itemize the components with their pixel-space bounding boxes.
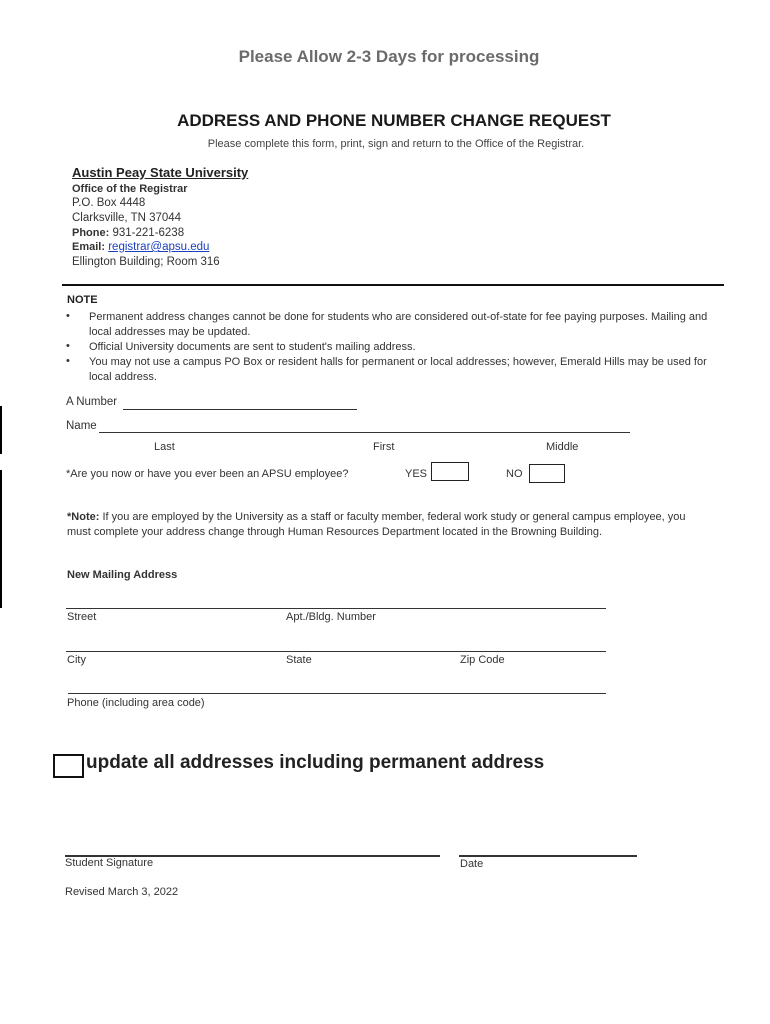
phone-number: 931-221-6238 [112,227,185,239]
university-name: Austin Peay State University [72,165,249,180]
employee-question: *Are you now or have you ever been an APSU employee? [66,468,349,480]
date-label: Date [460,858,484,870]
left-edge-mark-top [0,406,2,454]
note-bullet-3: You may not use a campus PO Box or resident halls for permanent or local addresses; however, Emerald Hills may be used for local address. [89,356,707,383]
office-name: Office of the Registrar [72,183,188,195]
note-bullet-1: Permanent address changes cannot be done for students who are considered out-of-state for fee paying purposes. Mailing and local addresses may be updated. [89,311,708,338]
email-link[interactable]: registrar@apsu.edu [108,241,210,253]
street-field[interactable] [66,608,606,609]
phone-label: Phone: [72,227,110,239]
bullet-1-marker: • [66,310,70,322]
bullet-3-marker: • [66,355,70,367]
zip-label: Zip Code [460,654,505,666]
form-instructions: Please complete this form, print, sign and return to the Office of the Registrar. [207,138,585,150]
update-all-label: update all addresses including permanent address [86,752,545,773]
note-heading: NOTE [67,294,98,306]
state-label: State [286,654,312,666]
city-state-zip: Clarksville, TN 37044 [72,212,182,224]
date-field[interactable] [459,855,637,857]
no-checkbox[interactable] [529,464,565,483]
form-title: ADDRESS AND PHONE NUMBER CHANGE REQUEST [177,111,611,130]
apt-label: Apt./Bldg. Number [286,611,376,623]
section-divider [62,284,724,286]
update-all-checkbox[interactable] [53,754,84,778]
building: Ellington Building; Room 316 [72,256,220,268]
phone-field-label: Phone (including area code) [67,697,205,709]
bullet-2-marker: • [66,340,70,352]
no-label: NO [506,468,523,480]
signature-label: Student Signature [65,857,154,869]
name-label: Name [66,420,97,432]
employee-note-label: *Note: [67,511,100,523]
processing-notice: Please Allow 2-3 Days for processing [238,47,540,66]
left-edge-mark-bottom [0,470,2,608]
mailing-heading: New Mailing Address [67,569,178,581]
phone-field[interactable] [68,693,606,694]
po-box: P.O. Box 4448 [72,197,146,209]
name-first-label: First [373,441,395,453]
revised-date: Revised March 3, 2022 [65,886,179,898]
name-last-label: Last [154,441,175,453]
employee-note-text: If you are employed by the University as a staff or faculty member, federal work study or general campus employee, you must complete your address change through Human Resources Department located in the Browning Building. [67,511,686,538]
employee-note [67,510,707,540]
yes-label: YES [405,468,428,480]
name-middle-label: Middle [546,441,579,453]
a-number-field[interactable] [123,409,357,410]
email-label: Email: [72,241,106,253]
phone-line [72,227,184,239]
city-field[interactable] [66,651,606,652]
name-field[interactable] [99,432,630,433]
street-label: Street [67,611,97,623]
yes-checkbox[interactable] [431,462,469,481]
a-number-label: A Number [66,396,118,408]
note-bullet-2: Official University documents are sent to student's mailing address. [89,341,416,353]
city-label: City [67,654,86,666]
email-line [72,241,209,253]
